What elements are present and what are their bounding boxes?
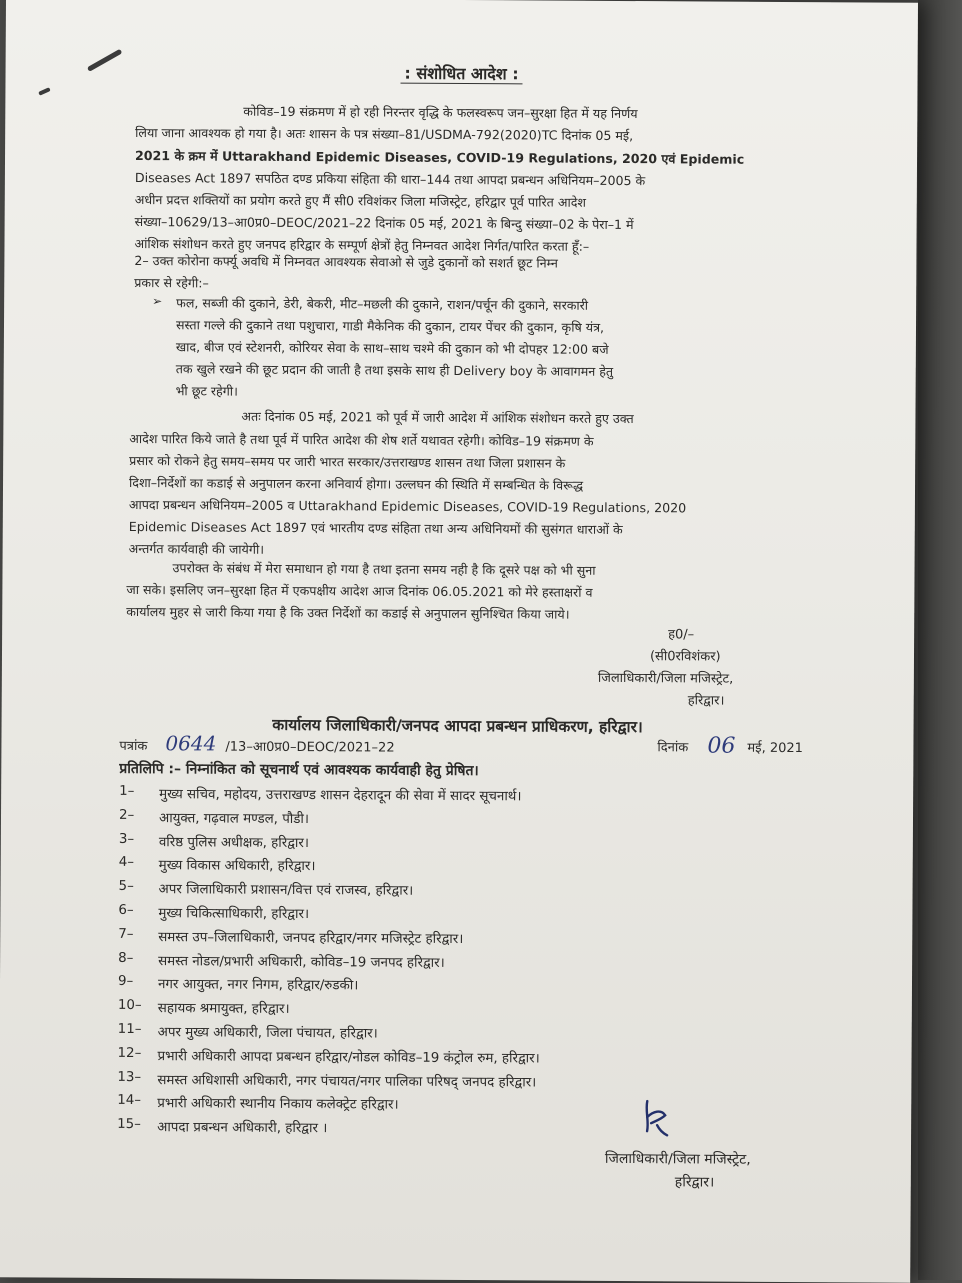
bullet-line: फल, सब्जी की दुकाने, डेरी, बेकरी, मीट–मछली की दुकाने, राशन/पर्चून की दुकाने, सरकारी [176,295,589,313]
handwritten-letter-number: 0644 [165,731,217,756]
handwritten-signature-mark [641,1097,671,1139]
list-item-text: अपर जिलाधिकारी प्रशासन/वित्त एवं राजस्व, हरिद्वार। [158,882,414,899]
list-item-number: 12– [117,1045,142,1061]
para2-line: 2– उक्त कोरोना कर्फ्यू अवधि में निम्नवत आवश्यक सेवाओ से जुडे दुकानों को सशर्त छूट निम्न [134,253,558,271]
copy-heading: प्रतिलिपि :– निम्नांकित को सूचनार्थ एवं आवश्यक कार्यवाही हेतु प्रेषित। [119,760,479,780]
list-item-text: मुख्य विकास अधिकारी, हरिद्वार। [158,858,316,875]
background-edge [918,0,962,1280]
signature-name: (सी0रविशंकर) [649,649,721,665]
list-item-number: 10– [117,998,142,1014]
para3-line: अन्तर्गत कार्यवाही की जायेगी। [128,540,265,557]
bullet-line: सस्ता गल्ले की दुकाने तथा पशुचारा, गाडी मैकेनिक की दुकान, टायर पेंचर की दुकान, कृषि यंत्र, [175,317,605,335]
para4-line: उपरोक्त के संबंध में मेरा समाधान हो गया है तथा इतना समय नही है कि दूसरे पक्ष को भी सुना [172,560,596,578]
para3-line: दिशा–निर्देशों का कडाई से अनुपालन करना अनिवार्य होगा। उल्लघन की स्थिति में सम्बन्धित के विरूद्ध [129,474,584,493]
para3-line: आपदा प्रबन्धन अधिनियम–2005 व Uttarakhand Epidemic Diseases, COVID-19 Regulations, 2020 [128,496,687,516]
list-item-number: 15– [117,1117,141,1133]
ref-prefix: पत्रांक [119,738,148,755]
list-item-number: 2– [118,807,135,823]
para1-line: 2021 के क्रम में Uttarakhand Epidemic Diseases, COVID-19 Regulations, 2020 एवं Epidemic [134,148,745,167]
signature-place: हरिद्वार। [674,1174,715,1191]
para3-line: Epidemic Diseases Act 1897 एवं भारतीय दण्ड संहिता तथा अन्य अधिनियमों की सुसंगत धाराओं के [128,518,623,537]
list-item-text: प्रभारी अधिकारी आपदा प्रबन्धन हरिद्वार/नोडल कोविड–19 कंट्रोल रुम, हरिद्वार। [157,1048,540,1067]
list-item-number: 13– [117,1069,142,1085]
list-item-text: आयुक्त, गढ़वाल मण्डल, पौडी। [158,810,310,827]
list-item-text: प्रभारी अधिकारी स्थानीय निकाय कलेक्ट्रेट हरिद्वार। [157,1096,399,1113]
list-item-number: 5– [118,879,134,895]
list-item-text: समस्त उप–जिलाधिकारी, जनपद हरिद्वार/नगर मजिस्ट्रेट हरिद्वार। [158,929,464,947]
list-item-text: आपदा प्रबन्धन अधिकारी, हरिद्वार । [157,1120,328,1137]
list-item [117,1117,817,1145]
list-item-number: 1– [119,783,135,800]
para1-line: कोविड–19 संक्रमण में हो रही निरन्तर वृद्धि के फलस्वरूप जन–सुरक्षा हित में यह निर्णय [243,103,638,122]
bullet-line: तक खुले रखने की छूट प्रदान की जाती है तथा इसके साथ ही Delivery boy के आवागमन हेतु [175,361,614,379]
para3-line: अतः दिनांक 05 मई, 2021 को पूर्व में जारी आदेश में आंशिक संशोधन करते हुए उक्त [241,408,634,427]
list-item-text: मुख्य चिकित्साधिकारी, हरिद्वार। [158,906,310,923]
date-suffix: मई, 2021 [747,740,803,757]
para4-line: कार्यालय मुहर से जारी किया गया है कि उक्त निर्देशों का कडाई से अनुपालन सुनिश्चित किया जाये। [126,603,570,622]
para3-line: आदेश पारित किये जाते है तथा पूर्व में पारित आदेश की शेष शर्ते यथावत रहेगी। कोविड–19 संक्रमण के [129,430,594,449]
list-item-text: सहायक श्रमायुक्त, हरिद्वार। [157,1001,290,1018]
document-title: : संशोधित आदेश : [5,59,917,87]
list-item-number: 11– [117,1021,142,1038]
list-item-number: 7– [118,926,134,942]
handwritten-date-day: 06 [707,733,736,759]
list-item-text: वरिष्ठ पुलिस अधीक्षक, हरिद्वार। [158,834,310,851]
office-heading: कार्यालय जिलाधिकारी/जनपद आपदा प्रबन्धन प्राधिकरण, हरिद्वार। [272,715,643,737]
ref-suffix: /13–आ0प्र0–DEOC/2021–22 [225,739,395,756]
signature-sd: ह0/– [668,627,695,643]
arrow-bullet-icon: ➢ [152,294,163,309]
signature-place: हरिद्वार। [687,693,725,709]
list-item-text: मुख्य सचिव, महोदय, उत्तराखण्ड शासन देहरादून की सेवा में सादर सूचनार्थ। [159,787,522,805]
para2-line: प्रकार से रहेगी:– [134,275,209,291]
list-item-text: अपर मुख्य अधिकारी, जिला पंचायत, हरिद्वार। [157,1025,378,1042]
copy-list [117,784,819,1145]
list-item-text: समस्त नोडल/प्रभारी अधिकारी, कोविड–19 जनपद हरिद्वार। [158,953,445,971]
para4-line: जा सके। इसलिए जन–सुरक्षा हित में एकपक्षीय आदेश आज दिनांक 06.05.2021 को मेरे हस्ताक्षरों व [126,581,593,600]
signature-designation: जिलाधिकारी/जिला मजिस्ट्रेट, [597,670,734,687]
list-item-number: 8– [118,950,134,966]
list-item-number: 14– [117,1093,142,1109]
list-item-number: 4– [118,855,134,871]
bullet-line: भी छूट रहेगी। [175,383,238,399]
para1-line: Diseases Act 1897 सपठित दण्ड प्रकिया संहिता की धारा–144 तथा आपदा प्रबन्धन अधिनियम–2005 के [134,170,646,189]
list-item-number: 6– [118,902,134,918]
date-prefix: दिनांक [657,740,689,756]
signature-designation: जिलाधिकारी/जिला मजिस्ट्रेट, [604,1150,751,1168]
list-item-text: समस्त अधिशासी अधिकारी, नगर पंचायत/नगर पालिका परिषद् जनपद हरिद्वार। [157,1072,537,1091]
para1-line: संख्या–10629/13–आ0प्र0–DEOC/2021–22 दिनांक 05 मई, 2021 के बिन्दु संख्या–02 के पेरा–1 में [134,214,634,233]
para1-line: आंशिक संशोधन करते हुए जनपद हरिद्वार के सम्पूर्ण क्षेत्रों हेतु निम्नवत आदेश निर्गत/पारित करता हूँ:– [134,236,590,254]
pen-stroke-mark [38,87,51,96]
para3-line: प्रसार को रोकने हेतु समय–समय पर जारी भारत सरकार/उत्तराखण्ड शासन तथा जिला प्रशासन के [129,452,566,471]
para1-line: लिया जाना आवश्यक हो गया है। अतः शासन के पत्र संख्या–81/USDMA-792(2020)TC दिनांक 05 मई, [135,125,634,144]
para1-line: अधीन प्रदत्त शक्तियों का प्रयोग करते हुए मैं सी0 रविशंकर जिला मजिस्ट्रेट, हरिद्वार पूर्व पारित आदेश [134,192,587,210]
list-item-number: 9– [117,974,134,990]
list-item-number: 3– [118,831,135,847]
list-item-text: नगर आयुक्त, नगर निगम, हरिद्वार/रुडकी। [157,977,359,994]
bullet-line: खाद, बीज एवं स्टेशनरी, कोरियर सेवा के साथ–साथ चश्मे की दुकान को भी दोपहर 12:00 बजे [175,339,609,357]
